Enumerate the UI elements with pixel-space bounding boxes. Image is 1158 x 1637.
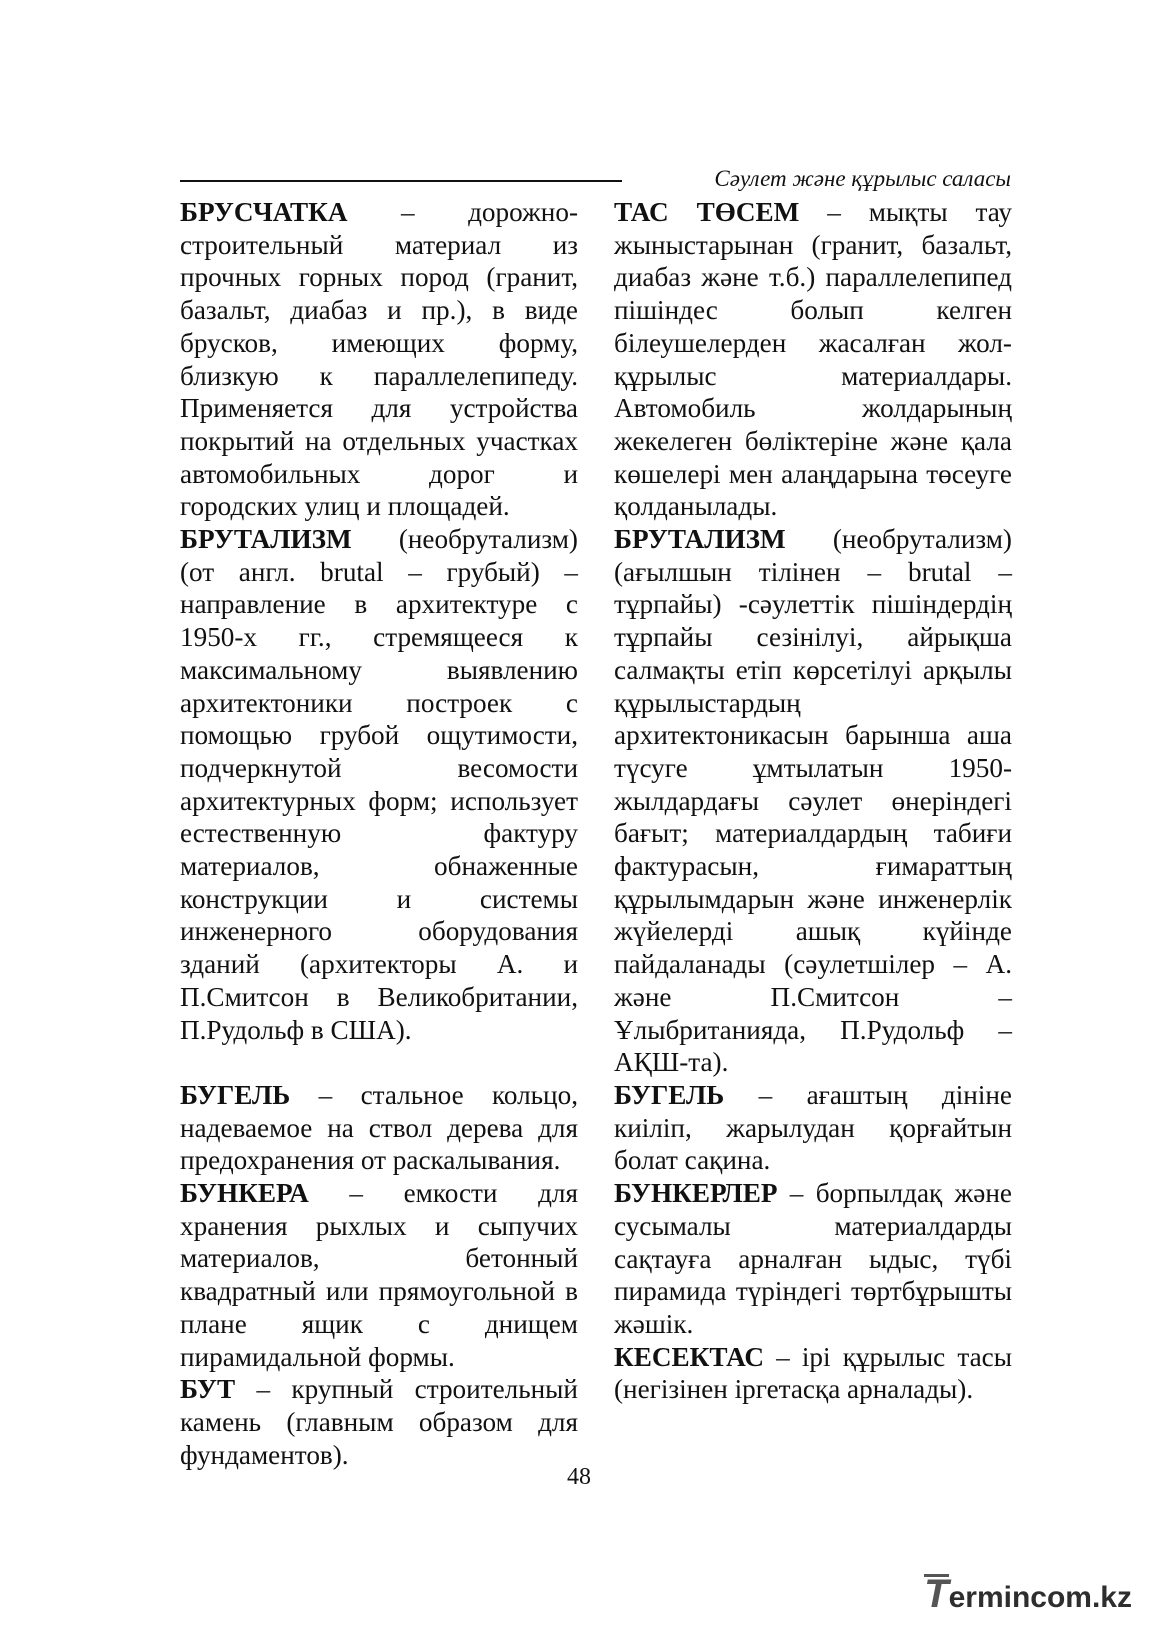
entry-kesektas (614, 1341, 1012, 1406)
site-watermark-logo (924, 1574, 1132, 1618)
entry-definition: – крупный строительный камень (главным образом для фундаментов). (180, 1374, 578, 1470)
entry-bugel (180, 1079, 578, 1177)
entry-bunkera (180, 1177, 578, 1373)
entry-term: БРУТАЛИЗМ (180, 524, 352, 555)
entry-term: БУГЕЛЬ (614, 1079, 725, 1110)
right-column (614, 196, 1012, 1406)
entry-definition: (необрутализм) (от англ. brutal – грубый) – направление в архитектуре с 1950-х гг., стремящееся к максимальному выявлению архитектоники построек с помощью грубой ощутимости, подчеркнутой весомости архитектурных форм; использует естественную фактуру материалов, обнаженные конструкции и системы инженерного оборудования зданий (архитекторы А. и П.Смитсон в Великобритании, П.Рудольф в США). (180, 524, 578, 1045)
entry-definition: – дорожно-строительный материал из прочных горных пород (гранит, базальт, диабаз и пр.), в виде брусков, имеющих форму, близкую к параллелепипеду. Применяется для устройства покрытий на отдельных участках автомобильных дорог и городских улиц и площадей. (180, 197, 578, 522)
entry-definition: – ағаштың дініне киіліп, жарылудан қорғайтын болат сақина. (614, 1079, 1012, 1176)
entry-term: БУТ (180, 1374, 236, 1405)
entry-term: КЕСЕКТАС (614, 1341, 765, 1372)
entry-term: БУНКЕРЛЕР (614, 1178, 778, 1209)
entry-bugel-kk (614, 1079, 1012, 1177)
entry-brutalizm (180, 523, 578, 1046)
entry-definition: (необрутализм) (ағылшын тілінен – brutal – тұрпайы) -сәулеттік пішіндердің тұрпайы сезінілуі, айрықша салмақты етіп көрсетілуі арқылы құрылыстардың архитектоникасын барынша аша түсуге ұмтылатын 1950-жылдардағы сәулет өнеріндегі бағыт; материалдардың табиғи фактурасын, ғимараттың құрылымдарын және инженерлік жүйелерді ашық күйінде пайдаланады (сәулетшілер – А. және П.Смитсон – Ұлыбританияда, П.Рудольф – АҚШ-та). (614, 524, 1012, 1078)
left-column (180, 196, 578, 1471)
entry-term: БУНКЕРА (180, 1178, 309, 1209)
header-rule (180, 180, 622, 182)
entry-definition: – ірі құрылыс тасы (негізінен іргетасқа арналады). (614, 1341, 1012, 1405)
entry-term: БРУСЧАТКА (180, 197, 348, 227)
entry-definition: – стальное кольцо, надеваемое на ствол дерева для предохранения от раскалывания. (180, 1079, 578, 1176)
entry-definition: – борпылдақ және сусымалы материалдарды сақтауға арналған ыдыс, түбі пирамида түріндегі төртбұрышты жәшік. (614, 1178, 1012, 1339)
entry-brutalizm-kk (614, 523, 1012, 1079)
watermark-text: ermincom.kz (948, 1581, 1132, 1614)
entry-term: БРУТАЛИЗМ (614, 524, 786, 555)
entry-bunkerler (614, 1177, 1012, 1341)
entry-bruschatka (180, 196, 578, 523)
running-head: Сәулет және құрылыс саласы (714, 166, 1011, 191)
page-number: 48 (567, 1464, 591, 1490)
entry-tas-tosem (614, 196, 1012, 523)
entry-definition: – емкости для хранения рыхлых и сыпучих материалов, бетонный квадратный или прямоугольной в плане ящик с днищем пирамидальной формы. (180, 1178, 578, 1372)
entry-definition: – мықты тау жыныстарынан (гранит, базальт, диабаз және т.б.) параллелепипед пішіндес болып келген білеушелерден жасалған жол-құрылыс материалдары. Автомобиль жолдарының жекелеген бөліктеріне және қала көшелері мен алаңдарына төсеуге қолданылады. (614, 197, 1012, 522)
watermark-letter: T (924, 1572, 949, 1616)
entry-term: БУГЕЛЬ (180, 1079, 291, 1110)
entry-but (180, 1373, 578, 1471)
entry-term: ТАС ТӨСЕМ (614, 197, 800, 227)
